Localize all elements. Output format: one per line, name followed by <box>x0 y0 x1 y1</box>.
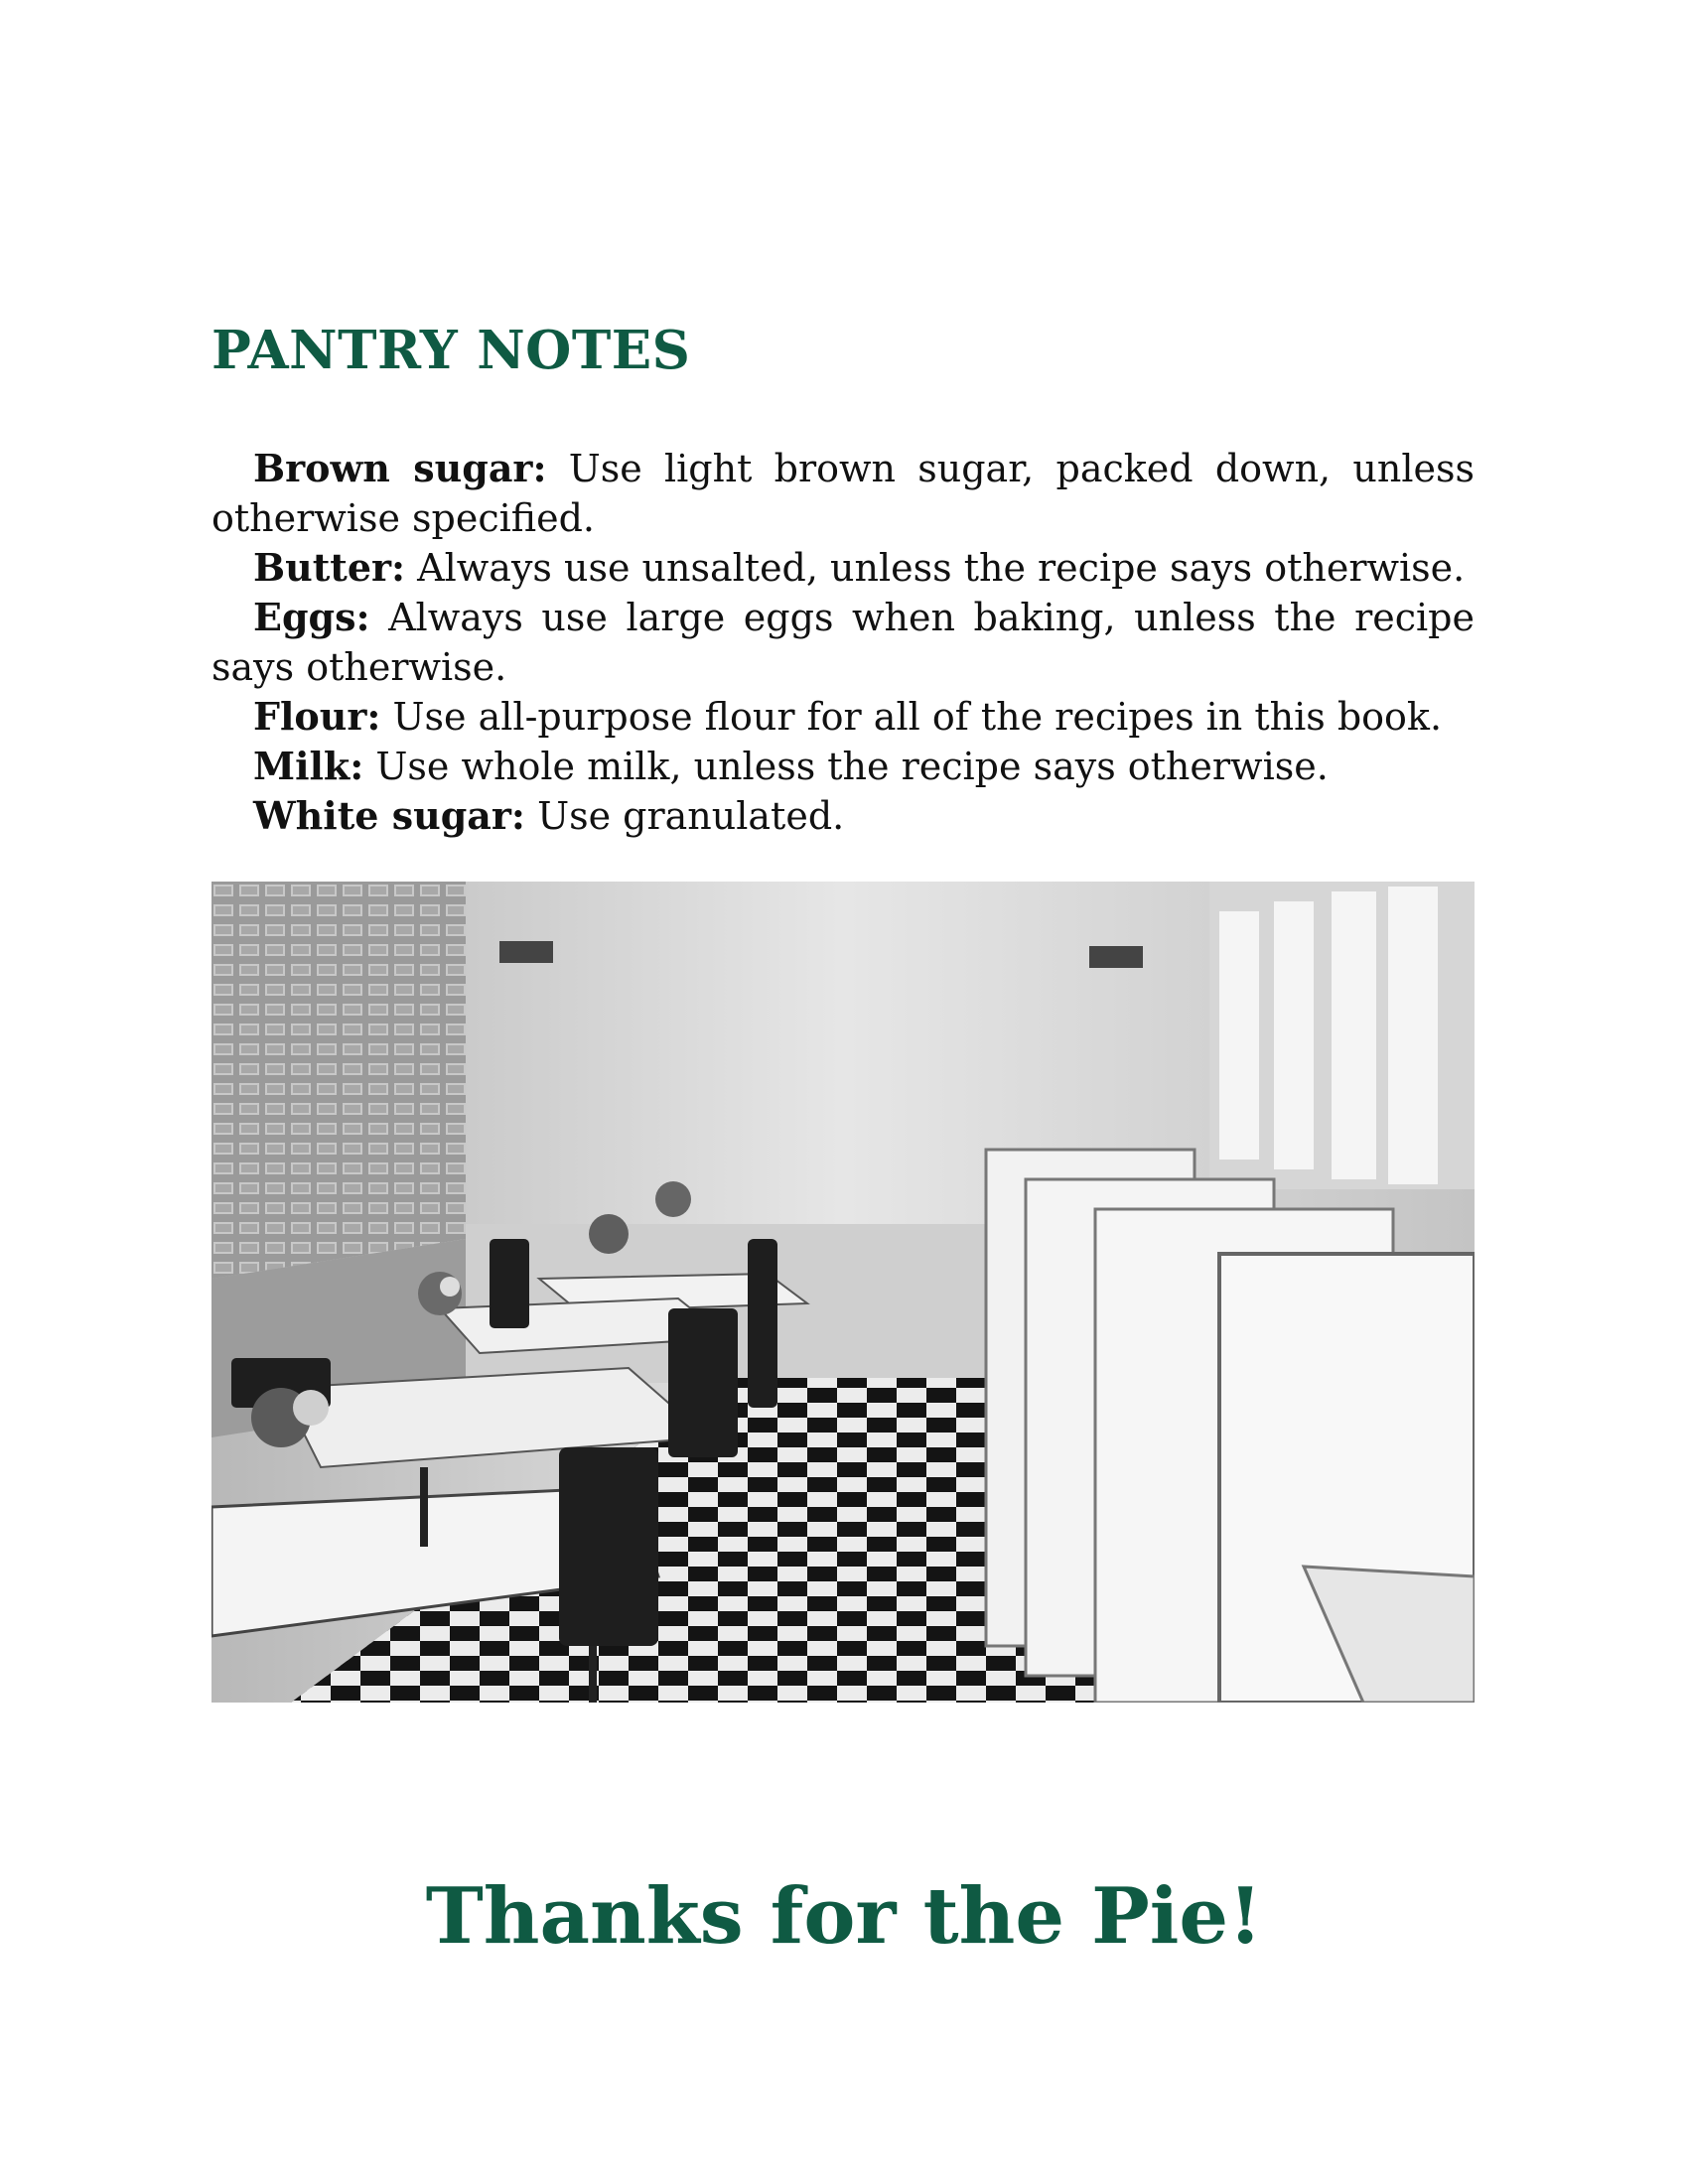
note-term: Brown sugar: <box>253 446 547 490</box>
note-milk <box>211 742 1475 791</box>
note-text: Use whole milk, unless the recipe says otherwise. <box>375 745 1329 788</box>
page-heading: PANTRY NOTES <box>211 320 691 381</box>
note-term: White sugar: <box>253 793 525 838</box>
note-brown-sugar <box>211 444 1475 543</box>
note-flour <box>211 692 1475 742</box>
note-term: Flour: <box>253 694 381 739</box>
note-text: Always use unsalted, unless the recipe says otherwise. <box>417 546 1466 590</box>
note-term: Eggs: <box>253 595 370 639</box>
note-white-sugar <box>211 791 1475 841</box>
note-text: Use all-purpose flour for all of the recipes in this book. <box>392 695 1443 739</box>
note-text: Always use large eggs when baking, unless the recipe says otherwise. <box>211 596 1475 689</box>
note-text: Use granulated. <box>537 794 845 838</box>
note-term: Butter: <box>253 545 406 590</box>
diner-interior-photo <box>211 882 1475 1703</box>
note-term: Milk: <box>253 744 364 788</box>
closing-title: Thanks for the Pie! <box>425 1871 1263 1962</box>
note-text: Use light brown sugar, packed down, unless otherwise specified. <box>211 447 1475 540</box>
pantry-notes-list <box>211 444 1475 841</box>
note-eggs <box>211 593 1475 692</box>
note-butter <box>211 543 1475 593</box>
